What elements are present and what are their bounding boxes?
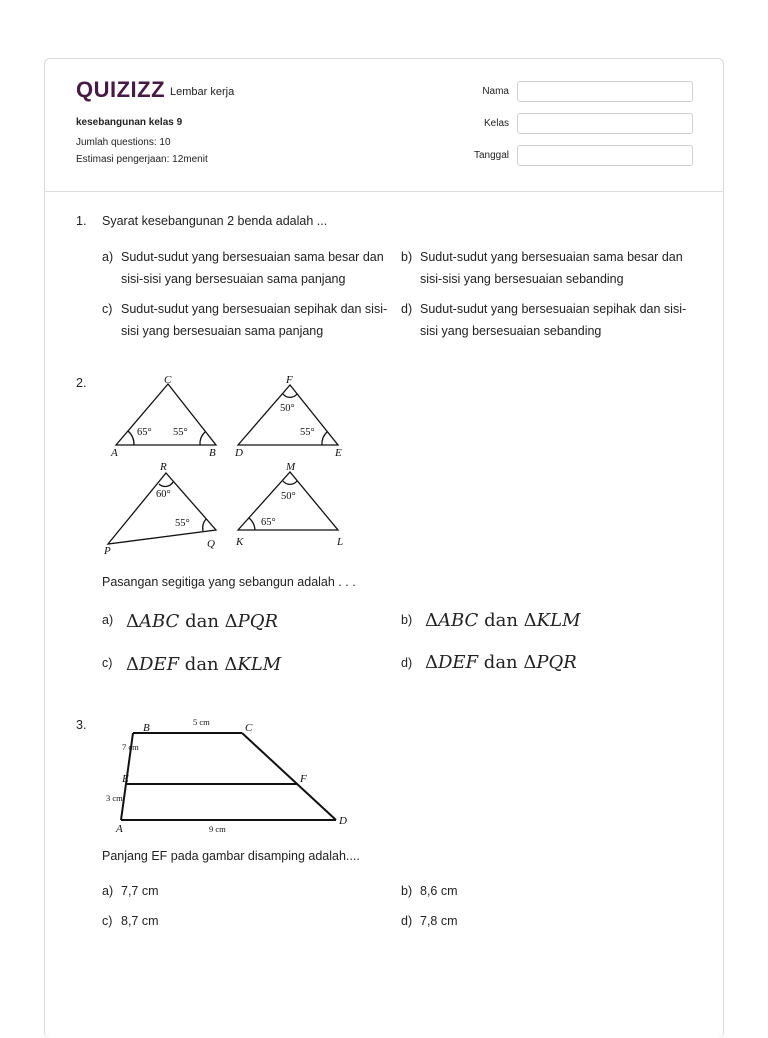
option-text: 7,8 cm [420,914,458,928]
delta-symbol: Δ [126,611,139,632]
angle-label: 55° [300,427,315,438]
point-label: E [122,773,129,785]
vertex-label: E [335,447,342,459]
vertex-label: P [104,545,111,557]
option-key: c) [102,302,113,316]
option-text: 7,7 cm [121,884,159,898]
option-b[interactable] [425,610,581,631]
angle-label: 50° [280,403,295,414]
option-key[interactable]: a) [102,613,114,627]
question-number: 1. [76,214,87,228]
option-key: b) [401,250,413,264]
option-text: Sudut-sudut yang bersesuaian sama besar dan sisi-sisi yang bersesuaian sama panjang [121,250,384,286]
triangle-name: PQR [237,611,279,632]
length-label: 7 cm [122,742,139,752]
vertex-label: D [235,447,243,459]
delta-symbol: Δ [425,610,438,631]
vertex-label: K [236,536,244,548]
option-key[interactable]: d) [401,656,413,670]
option-c[interactable] [102,298,397,344]
option-key[interactable]: b) [401,613,413,627]
length-label: 9 cm [209,824,226,834]
triangle-name: DEF [438,652,479,673]
angle-label: 65° [261,517,276,528]
triangle-abc [116,384,216,445]
triangles-figure [100,372,360,558]
option-key: a) [102,884,114,898]
option-b[interactable] [401,880,691,902]
question-text: Syarat kesebangunan 2 benda adalah ... [102,214,328,228]
conjunction: dan [483,652,518,673]
question-count: Jumlah questions: 10 [76,137,171,148]
class-label: Kelas [483,118,509,129]
conjunction: dan [185,611,219,632]
point-label: C [245,722,253,734]
class-field[interactable] [517,113,693,134]
delta-symbol: Δ [224,654,238,675]
triangle-pqr [108,473,216,544]
delta-symbol: Δ [224,611,238,632]
point-label: A [116,823,123,835]
option-c[interactable] [126,654,281,675]
name-field[interactable] [517,81,693,102]
point-label: F [300,773,307,785]
vertex-label: L [337,536,344,548]
vertex-label: Q [207,538,215,550]
option-key: b) [401,884,413,898]
question-number: 3. [76,718,87,732]
vertex-label: F [286,374,293,386]
option-d[interactable] [401,298,696,344]
time-estimate: Estimasi pengerjaan: 12menit [76,154,208,165]
option-text: Sudut-sudut yang bersesuaian sepihak dan sisi-sisi yang bersesuaian sebanding [420,302,687,338]
option-d[interactable] [401,910,691,932]
triangle-name: DEF [139,654,180,675]
option-a[interactable] [102,246,397,292]
triangle-name: PQR [536,652,577,673]
option-text: Sudut-sudut yang bersesuaian sama besar dan sisi-sisi yang bersesuaian sebanding [420,250,683,286]
name-label: Nama [482,86,509,97]
triangle-name: KLM [237,654,282,675]
triangle-name: ABC [139,611,180,632]
option-key[interactable]: c) [102,656,113,670]
angle-label: 60° [156,489,171,500]
delta-symbol: Δ [523,652,537,673]
point-label: D [339,815,347,827]
option-c[interactable] [102,910,392,932]
option-text: 8,6 cm [420,884,458,898]
header-subtitle: Lembar kerja [170,86,235,98]
vertex-label: M [286,461,296,473]
angle-label: 55° [175,518,190,529]
option-text: Sudut-sudut yang bersesuaian sepihak dan sisi-sisi yang bersesuaian sama panjang [121,302,388,338]
trapezoid-figure [100,712,360,838]
option-b[interactable] [401,246,696,292]
question-text: Panjang EF pada gambar disamping adalah.... [102,849,360,863]
option-key: d) [401,302,413,316]
angle-label: 50° [281,491,296,502]
conjunction: dan [184,654,219,675]
triangle-name: ABC [438,610,479,631]
angle-label: 65° [137,427,152,438]
date-field[interactable] [517,145,693,166]
question-text: Pasangan segitiga yang sebangun adalah . . . [102,575,356,589]
delta-symbol: Δ [126,654,139,675]
vertex-label: C [164,374,172,386]
date-label: Tanggal [473,150,509,161]
vertex-label: A [111,447,118,459]
triangle-def [238,385,338,445]
angle-label: 55° [173,427,188,438]
option-text: 8,7 cm [121,914,159,928]
option-key: d) [401,914,413,928]
option-d[interactable] [425,652,577,673]
vertex-label: B [209,447,216,459]
worksheet-title: kesebangunan kelas 9 [76,117,183,128]
option-key: c) [102,914,113,928]
vertex-label: R [160,461,167,473]
option-a[interactable] [126,611,278,632]
point-label: B [143,722,150,734]
length-label: 5 cm [193,717,210,727]
triangle-name: KLM [536,610,581,631]
delta-symbol: Δ [523,610,537,631]
segment-cd [242,733,336,820]
conjunction: dan [484,610,518,631]
option-key: a) [102,250,114,264]
quizizz-logo: QUIZIZZ [76,77,166,102]
delta-symbol: Δ [425,652,438,673]
length-label: 3 cm [106,793,123,803]
question-number: 2. [76,376,87,390]
option-a[interactable] [102,880,392,902]
worksheet-header [45,59,723,192]
